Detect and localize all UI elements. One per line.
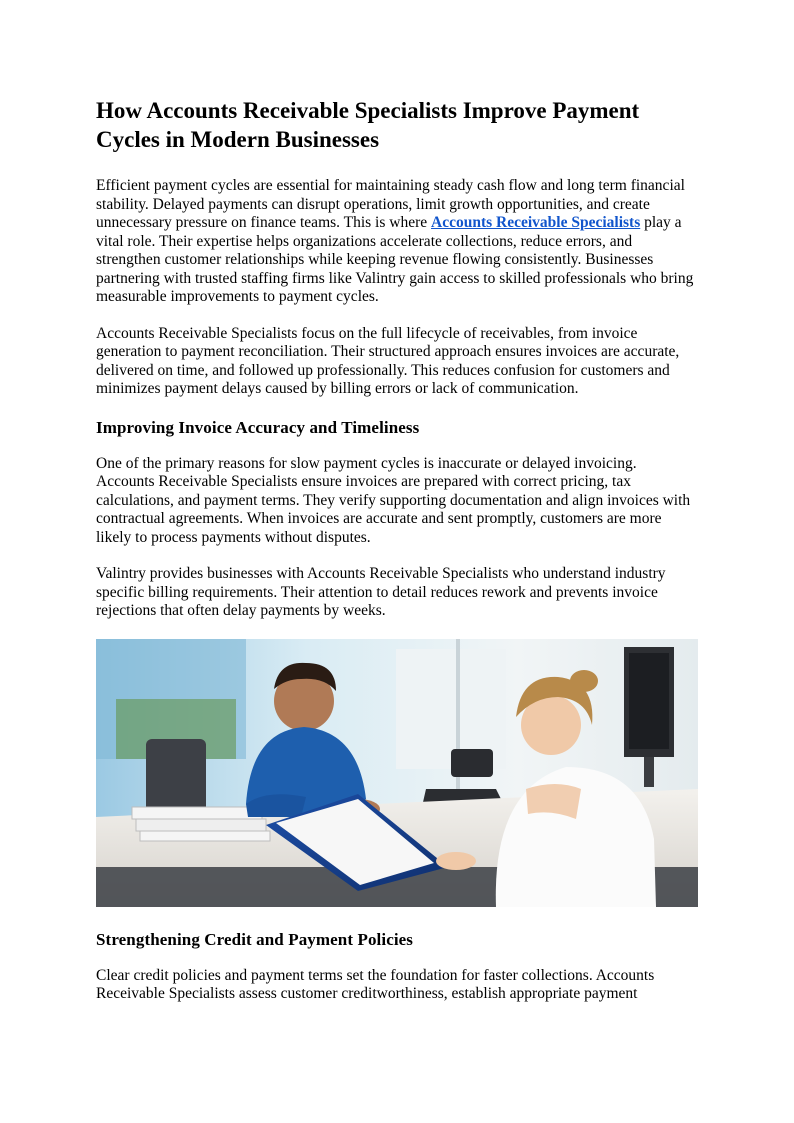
intro-text-end: play a vital role. Their expertise helps organizations accelerate collections, reduce errors, and strengthen customer relationships while keeping revenue flowing consistently. Businesses partnering with trusted staffing firms like Valintry gain access to skilled professionals who bring measurable improvements to payment cycles. <box>96 214 694 305</box>
credit-policies-paragraph: Clear credit policies and payment terms set the foundation for faster collections. Accounts Receivable Specialists assess customer creditworthiness, establish appropriate payment <box>96 966 655 1002</box>
section-heading-credit-policies: Strengthening Credit and Payment Policies <box>96 929 414 949</box>
office-photo <box>96 639 698 907</box>
valintry-paragraph: Valintry provides businesses with Accounts Receivable Specialists who understand industry specific billing requirements. Their attention to detail reduces rework and prevents invoice rejections that often delay payments by weeks. <box>96 565 666 619</box>
document-page <box>96 96 698 1022</box>
section-heading-invoice-accuracy: Improving Invoice Accuracy and Timeliness <box>96 417 420 437</box>
intro-text-start: Efficient payment cycles are essential for maintaining steady cash flow and long term financial stability. Delayed payments can disrupt operations, limit growth opportunities, and create unnecessary pressure on finance teams. This is where <box>96 177 685 231</box>
intro-paragraph <box>96 177 698 307</box>
invoice-accuracy-paragraph: One of the primary reasons for slow payment cycles is inaccurate or delayed invoicing. Accounts Receivable Specialists ensure invoices are prepared with correct pricing, tax calculations, and payment terms. They verify supporting documentation and align invoices with contractual agreements. When invoices are accurate and sent promptly, customers are more likely to process payments without disputes. <box>96 454 691 546</box>
article-title: How Accounts Receivable Specialists Improve Payment Cycles in Modern Businesses <box>96 98 640 152</box>
lifecycle-paragraph: Accounts Receivable Specialists focus on the full lifecycle of receivables, from invoice generation to payment reconciliation. Their structured approach ensures invoices are accurate, delivered on time, and followed up professionally. This reduces confusion for customers and minimizes payment delays caused by billing errors or lack of communication. <box>96 324 680 397</box>
accounts-receivable-specialists-link[interactable]: Accounts Receivable Specialists <box>431 214 641 231</box>
